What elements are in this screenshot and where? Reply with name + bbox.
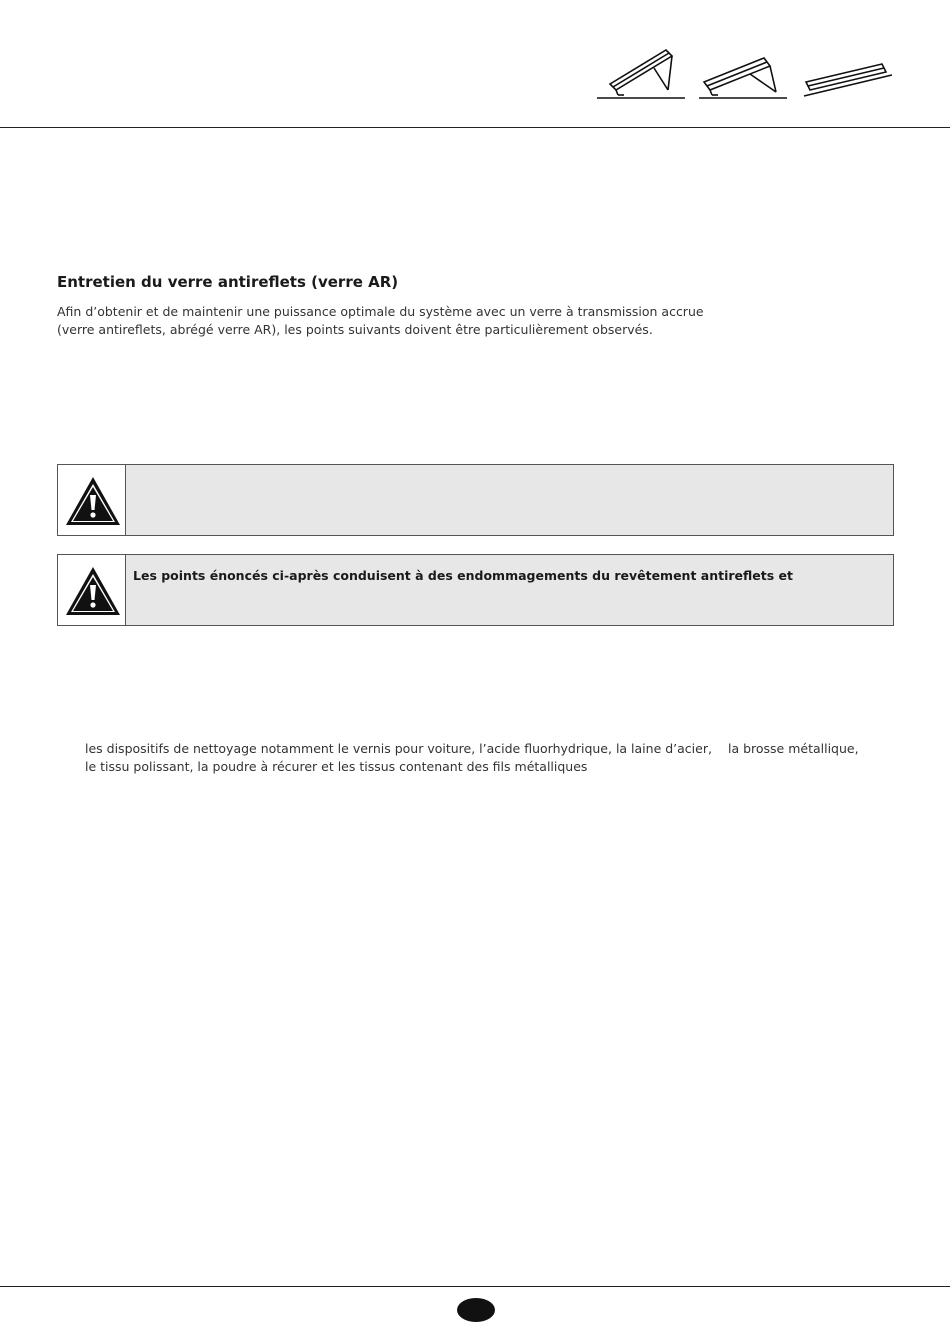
header-divider — [0, 127, 950, 128]
warning-box-1 — [57, 464, 894, 536]
warning-icon-cell — [58, 465, 126, 535]
list-line-1-part-b: la brosse métallique, — [727, 741, 859, 756]
cleaning-items-list — [85, 740, 895, 776]
warning-triangle-icon — [64, 565, 122, 617]
section-title: Entretien du verre antireflets (verre AR) — [57, 273, 399, 291]
warning-box-2 — [57, 554, 894, 626]
page-number-badge — [457, 1298, 495, 1322]
panel-tilted-steep-icon — [597, 50, 685, 98]
warning-triangle-icon — [64, 475, 122, 527]
list-line-2: le tissu polissant, la poudre à récurer et les tissus contenant des fils métalliques — [85, 759, 588, 774]
intro-line-1: Afin d’obtenir et de maintenir une puissance optimale du système avec un verre à transmission accrue — [57, 304, 704, 319]
warning-icon-cell — [58, 555, 126, 625]
intro-paragraph — [57, 303, 757, 339]
list-line-1 — [85, 740, 895, 758]
collector-mounting-icons — [592, 44, 902, 104]
footer-divider — [0, 1286, 950, 1287]
list-line-1-part-a: les dispositifs de nettoyage notamment le vernis pour voiture, l’acide fluorhydrique, la laine d’acier, — [85, 741, 712, 756]
panel-tilted-shallow-icon — [699, 58, 787, 98]
intro-line-2: (verre antireflets, abrégé verre AR), les points suivants doivent être particulièrement observés. — [57, 322, 653, 337]
panel-flat-icon — [804, 64, 892, 96]
warning-text-2: Les points énoncés ci-après conduisent à des endommagements du revêtement antireflets et — [133, 568, 793, 583]
